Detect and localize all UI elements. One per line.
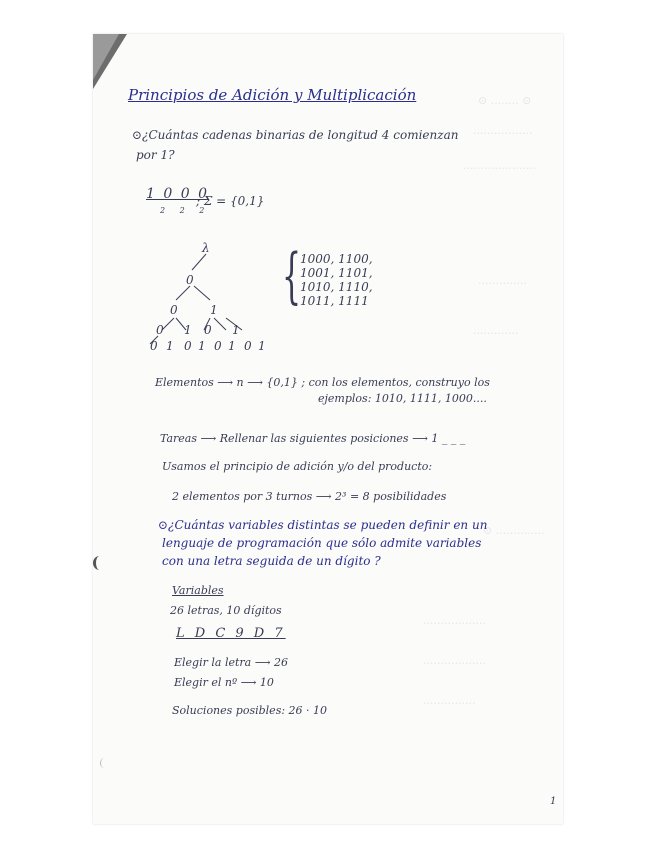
choose-number-line: Elegir el nº ⟶ 10 bbox=[174, 676, 274, 689]
tree-leaf-label: 1 bbox=[258, 339, 266, 353]
position-digits: 1 0 0 0 bbox=[146, 186, 209, 202]
elements-line-2: ejemplos: 1010, 1111, 1000.... bbox=[318, 392, 487, 405]
tree-node-label: 1 bbox=[210, 303, 218, 317]
letters-digits-line: 26 letras, 10 dígitos bbox=[170, 604, 282, 617]
tree-edge bbox=[176, 286, 190, 300]
bleed-through-text: .................. bbox=[423, 654, 486, 667]
question-2-line-2: lenguaje de programación que sólo admite variables bbox=[162, 536, 482, 550]
question-2-line-3: con una letra seguida de un dígito ? bbox=[162, 554, 381, 568]
binary-string-row: 1011, 1111 bbox=[300, 294, 369, 308]
bleed-through-text: ............. bbox=[473, 324, 519, 337]
bleed-through-text: ..................... bbox=[463, 159, 537, 172]
tree-leaf-label: 0 bbox=[244, 339, 252, 353]
binder-hole-mark bbox=[100, 758, 108, 768]
solutions-line: Soluciones posibles: 26 · 10 bbox=[172, 704, 328, 717]
variables-heading: Variables bbox=[172, 584, 224, 597]
tree-node-label: 0 bbox=[204, 323, 212, 337]
tree-edge bbox=[194, 286, 210, 300]
binder-hole bbox=[93, 556, 106, 570]
tree-edge bbox=[162, 318, 174, 330]
elements-line-1: Elementos ⟶ n ⟶ {0,1} ; con los elementos, construyo los bbox=[155, 376, 490, 389]
question-2-line-1: ⊙¿Cuántas variables distintas se pueden definir en un bbox=[158, 518, 488, 532]
tree-edge bbox=[192, 254, 206, 270]
page-number: 1 bbox=[550, 796, 557, 807]
binary-tree-diagram bbox=[146, 234, 286, 354]
alphabet-definition: ; Σ = {0,1} bbox=[196, 194, 265, 208]
variable-examples: L D C 9 D 7 bbox=[176, 626, 286, 641]
binary-string-row: 1001, 1101, bbox=[300, 266, 373, 280]
tree-node-label: 1 bbox=[184, 323, 192, 337]
tree-edges bbox=[150, 254, 242, 344]
tree-node-label: 0 bbox=[156, 323, 164, 337]
tree-leaf-label: 1 bbox=[228, 339, 236, 353]
tree-leaf-label: 1 bbox=[166, 339, 174, 353]
folded-corner-shade bbox=[93, 34, 119, 80]
bleed-through-text: ............... bbox=[423, 694, 476, 707]
tree-root-label: λ bbox=[202, 241, 210, 255]
result-line: 2 elementos por 3 turnos ⟶ 2³ = 8 posibilidades bbox=[172, 490, 447, 503]
tree-leaf-label: 0 bbox=[214, 339, 222, 353]
bleed-through-text: .............. bbox=[478, 274, 527, 287]
tree-leaf-label: 1 bbox=[198, 339, 206, 353]
tree-edge bbox=[214, 318, 226, 330]
position-subscripts: 2 2 2 bbox=[160, 206, 211, 215]
tasks-line: Tareas ⟶ Rellenar las siguientes posiciones ⟶ 1 _ _ _ bbox=[160, 432, 466, 445]
bleed-through-text: ⊙ .............. bbox=[483, 524, 545, 537]
tree-node-label: 0 bbox=[170, 303, 178, 317]
tree-leaf-label: 0 bbox=[184, 339, 192, 353]
tree-leaf-label: 0 bbox=[150, 339, 158, 353]
binary-string-row: 1000, 1100, bbox=[300, 252, 373, 266]
bleed-through-text: .................. bbox=[423, 614, 486, 627]
bleed-through-text: ⊙ ........ ⊙ bbox=[478, 94, 532, 107]
left-brace: { bbox=[282, 241, 302, 311]
bleed-through-text: ................. bbox=[473, 124, 533, 137]
choose-letter-line: Elegir la letra ⟶ 26 bbox=[174, 656, 288, 669]
question-1-line-1: ⊙¿Cuántas cadenas binarias de longitud 4 comienzan bbox=[132, 128, 459, 142]
binary-string-row: 1010, 1110, bbox=[300, 280, 373, 294]
question-1-line-2: por 1? bbox=[136, 148, 175, 162]
tree-node-label: 1 bbox=[232, 323, 240, 337]
principle-line: Usamos el principio de adición y/o del producto: bbox=[162, 460, 433, 473]
page-title: Principios de Adición y Multiplicación bbox=[128, 86, 417, 104]
tree-node-label: 0 bbox=[186, 273, 194, 287]
